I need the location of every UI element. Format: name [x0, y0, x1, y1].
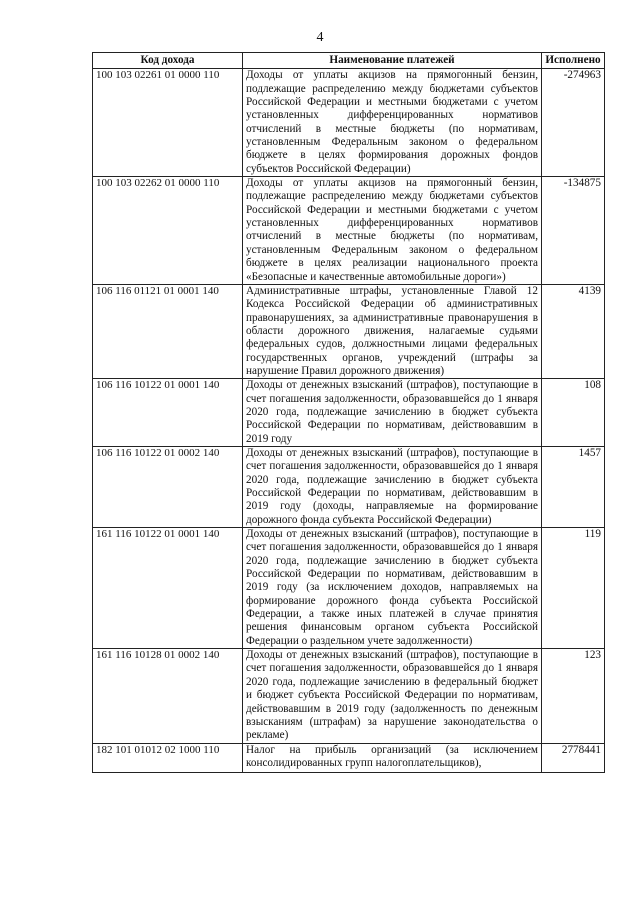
income-code: 106 116 01121 01 0001 140 — [93, 284, 243, 378]
executed-amount: 123 — [542, 649, 605, 743]
header-executed: Исполнено — [542, 53, 605, 69]
executed-amount: -274963 — [542, 69, 605, 177]
payment-name: Доходы от денежных взысканий (штрафов), поступающие в счет погашения задолженности, образовавшейся до 1 января 2020 года, подлежащие зачислению в бюджет субъекта Российской Федерации по нормативам, действовавшим в 2019 году (доходы, направляемые на формирование дорожного фонда субъекта Российской Федерации) — [243, 446, 542, 527]
header-code: Код дохода — [93, 53, 243, 69]
executed-amount: 1457 — [542, 446, 605, 527]
payment-name: Доходы от денежных взысканий (штрафов), поступающие в счет погашения задолженности, образовавшейся до 1 января 2020 года, подлежащие зачислению в федеральный бюджет и бюджет субъекта Российской Федерации по нормативам, действовавшим в 2019 году (задолженность по денежным взысканиям (штрафам) за нарушение законодательства о рекламе) — [243, 649, 542, 743]
payment-name: Доходы от уплаты акцизов на прямогонный бензин, подлежащие распределению между бюджетами субъектов Российской Федерации и местными бюджетами с учетом установленных дифференцированных нормативов отчислений в местные бюджеты (по нормативам, установленным Федеральным законом о федеральном бюджете в целях реализации национального проекта «Безопасные и качественные автомобильные дороги») — [243, 177, 542, 285]
table-row — [93, 743, 605, 772]
table-row — [93, 528, 605, 649]
executed-amount: 4139 — [542, 284, 605, 378]
payment-name: Доходы от денежных взысканий (штрафов), поступающие в счет погашения задолженности, образовавшейся до 1 января 2020 года, подлежащие зачислению в бюджет субъекта Российской Федерации по нормативам, действовавшим в 2019 году (за исключением доходов, направляемых на формирование дорожного фонда субъекта Российской Федерации, а также иных платежей в случае принятия решения финансовым органом субъекта Российской Федерации о раздельном учете задолженности) — [243, 528, 542, 649]
executed-amount: 2778441 — [542, 743, 605, 772]
income-code: 100 103 02262 01 0000 110 — [93, 177, 243, 285]
table-header-row — [93, 53, 605, 69]
table-row — [93, 284, 605, 378]
income-code: 182 101 01012 02 1000 110 — [93, 743, 243, 772]
table-row — [93, 379, 605, 447]
payment-name: Доходы от уплаты акцизов на прямогонный бензин, подлежащие распределению между бюджетами субъектов Российской Федерации и местными бюджетами с учетом установленных дифференцированных нормативов отчислений в местные бюджеты (по нормативам, установленным Федеральным законом о федеральном бюджете в целях формирования дорожных фондов субъектов Российской Федерации) — [243, 69, 542, 177]
payment-name: Административные штрафы, установленные Главой 12 Кодекса Российской Федерации об административных правонарушениях, за административные правонарушения в области дорожного движения, налагаемые судьями федеральных судов, должностными лицами федеральных государственных органов, учреждений (штрафы за нарушение Правил дорожного движения) — [243, 284, 542, 378]
executed-amount: -134875 — [542, 177, 605, 285]
page-number: 4 — [316, 30, 324, 45]
table-row — [93, 177, 605, 285]
income-code: 106 116 10122 01 0002 140 — [93, 446, 243, 527]
income-code: 106 116 10122 01 0001 140 — [93, 379, 243, 447]
income-code: 161 116 10122 01 0001 140 — [93, 528, 243, 649]
table-row — [93, 649, 605, 743]
header-name: Наименование платежей — [243, 53, 542, 69]
income-table — [92, 52, 605, 773]
executed-amount: 108 — [542, 379, 605, 447]
executed-amount: 119 — [542, 528, 605, 649]
payment-name: Доходы от денежных взысканий (штрафов), поступающие в счет погашения задолженности, образовавшейся до 1 января 2020 года, подлежащие зачислению в бюджет субъекта Российской Федерации по нормативам, действовавшим в 2019 году — [243, 379, 542, 447]
income-code: 161 116 10128 01 0002 140 — [93, 649, 243, 743]
table-row — [93, 446, 605, 527]
income-code: 100 103 02261 01 0000 110 — [93, 69, 243, 177]
table-row — [93, 69, 605, 177]
payment-name: Налог на прибыль организаций (за исключением консолидированных групп налогоплательщиков), — [243, 743, 542, 772]
